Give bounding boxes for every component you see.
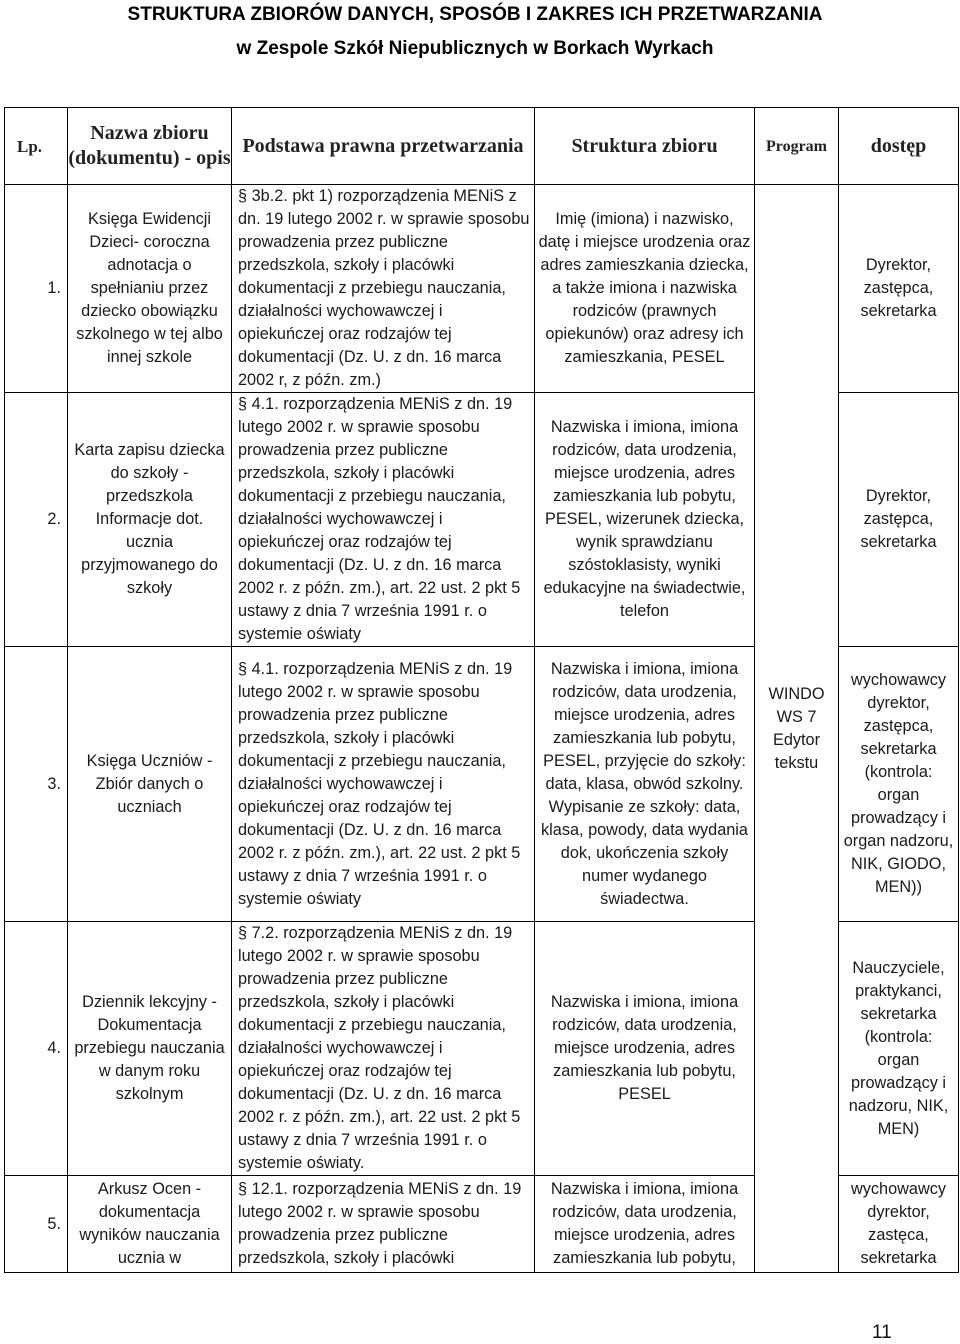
row-number: 2. [5,393,68,647]
row-number: 5. [5,1176,68,1273]
column-header-access: dostęp [839,108,959,185]
dataset-structure: Nazwiska i imiona, imiona rodziców, data urodzenia, miejsce urodzenia, adres zamieszkania lub pobytu, [535,1176,755,1273]
table-row [5,185,959,393]
legal-basis: § 3b.2. pkt 1) rozporządzenia MENiS z dn. 19 lutego 2002 r. w sprawie sposobu prowadzenia przez publiczne przedszkola, szkoły i placówki dokumentacji z przebiegu nauczania, działalności wychowawczej i opiekuńczej oraz rodzajów tej dokumentacji (Dz. U. z dn. 16 marca 2002 r, z późn. zm.) [232,185,535,393]
program-cell: WINDO WS 7 Edytor tekstu [755,185,839,1273]
document-subtitle: w Zespole Szkół Niepublicznych w Borkach Wyrkach [236,38,714,59]
row-number: 3. [5,647,68,922]
row-number: 4. [5,922,68,1176]
legal-basis: § 12.1. rozporządzenia MENiS z dn. 19 lutego 2002 r. w sprawie sposobu prowadzenia przez publiczne przedszkola, szkoły i placówki [232,1176,535,1273]
dataset-structure: Nazwiska i imiona, imiona rodziców, data urodzenia, miejsce urodzenia, adres zamieszkania lub pobytu, PESEL, przyjęcie do szkoły: data, klasa, obwód szkolny. Wypisanie ze szkoły: data, klasa, powody, data wydania dok, ukończenia szkoły numer wydanego świadectwa. [535,647,755,922]
access-rights: Dyrektor, zastępca, sekretarka [839,185,959,393]
column-header-structure: Struktura zbioru [535,108,755,185]
page-number: 11 [872,1322,892,1343]
data-sets-table [4,107,959,1273]
dataset-name: Dziennik lekcyjny - Dokumentacja przebiegu nauczania w danym roku szkolnym [68,922,232,1176]
legal-basis: § 7.2. rozporządzenia MENiS z dn. 19 lutego 2002 r. w sprawie sposobu prowadzenia przez publiczne przedszkola, szkoły i placówki dokumentacji z przebiegu nauczania, działalności wychowawczej i opiekuńczej oraz rodzajów tej dokumentacji (Dz. U. z dn. 16 marca 2002 r. z późn. zm.), art. 22 ust. 2 pkt 5 ustawy z dnia 7 września 1991 r. o systemie oświaty. [232,922,535,1176]
dataset-name: Księga Ewidencji Dzieci- coroczna adnotacja o spełnianiu przez dziecko obowiązku szkolnego w tej albo innej szkole [68,185,232,393]
row-number: 1. [5,185,68,393]
legal-basis: § 4.1. rozporządzenia MENiS z dn. 19 lutego 2002 r. w sprawie sposobu prowadzenia przez publiczne przedszkola, szkoły i placówki dokumentacji z przebiegu nauczania, działalności wychowawczej i opiekuńczej oraz rodzajów tej dokumentacji (Dz. U. z dn. 16 marca 2002 r. z późn. zm.), art. 22 ust. 2 pkt 5 ustawy z dnia 7 września 1991 r. o systemie oświaty [232,647,535,922]
dataset-name: Arkusz Ocen - dokumentacja wyników nauczania ucznia w [68,1176,232,1273]
column-header-name: Nazwa zbioru (dokumentu) - opis [68,108,232,185]
dataset-structure: Imię (imiona) i nazwisko, datę i miejsce urodzenia oraz adres zamieszkania dziecka, a także imiona i nazwiska rodziców (prawnych opiekunów) oraz adresy ich zamieszkania, PESEL [535,185,755,393]
access-rights: Nauczyciele, praktykanci, sekretarka (kontrola: organ prowadzący i nadzoru, NIK, MEN) [839,922,959,1176]
access-rights: Dyrektor, zastępca, sekretarka [839,393,959,647]
document-title: STRUKTURA ZBIORÓW DANYCH, SPOSÓB I ZAKRES ICH PRZETWARZANIA [127,4,823,25]
column-header-program: Program [755,108,839,185]
legal-basis: § 4.1. rozporządzenia MENiS z dn. 19 lutego 2002 r. w sprawie sposobu prowadzenia przez publiczne przedszkola, szkoły i placówki dokumentacji z przebiegu nauczania, działalności wychowawczej i opiekuńczej oraz rodzajów tej dokumentacji (Dz. U. z dn. 16 marca 2002 r. z późn. zm.), art. 22 ust. 2 pkt 5 ustawy z dnia 7 września 1991 r. o systemie oświaty [232,393,535,647]
column-header-lp: Lp. [5,108,68,185]
dataset-name: Księga Uczniów - Zbiór danych o uczniach [68,647,232,922]
column-header-law: Podstawa prawna przetwarzania [232,108,535,185]
dataset-name: Karta zapisu dziecka do szkoły - przedszkola Informacje dot. ucznia przyjmowanego do szkoły [68,393,232,647]
dataset-structure: Nazwiska i imiona, imiona rodziców, data urodzenia, miejsce urodzenia, adres zamieszkania lub pobytu, PESEL, wizerunek dziecka, wynik sprawdzianu szóstoklasisty, wyniki edukacyjne na świadectwie, telefon [535,393,755,647]
dataset-structure: Nazwiska i imiona, imiona rodziców, data urodzenia, miejsce urodzenia, adres zamieszkania lub pobytu, PESEL [535,922,755,1176]
access-rights: wychowawcy dyrektor, zastęca, sekretarka [839,1176,959,1273]
access-rights: wychowawcy dyrektor, zastępca, sekretarka (kontrola: organ prowadzący i organ nadzoru, NIK, GIODO, MEN)) [839,647,959,922]
table-header-row [5,108,959,185]
